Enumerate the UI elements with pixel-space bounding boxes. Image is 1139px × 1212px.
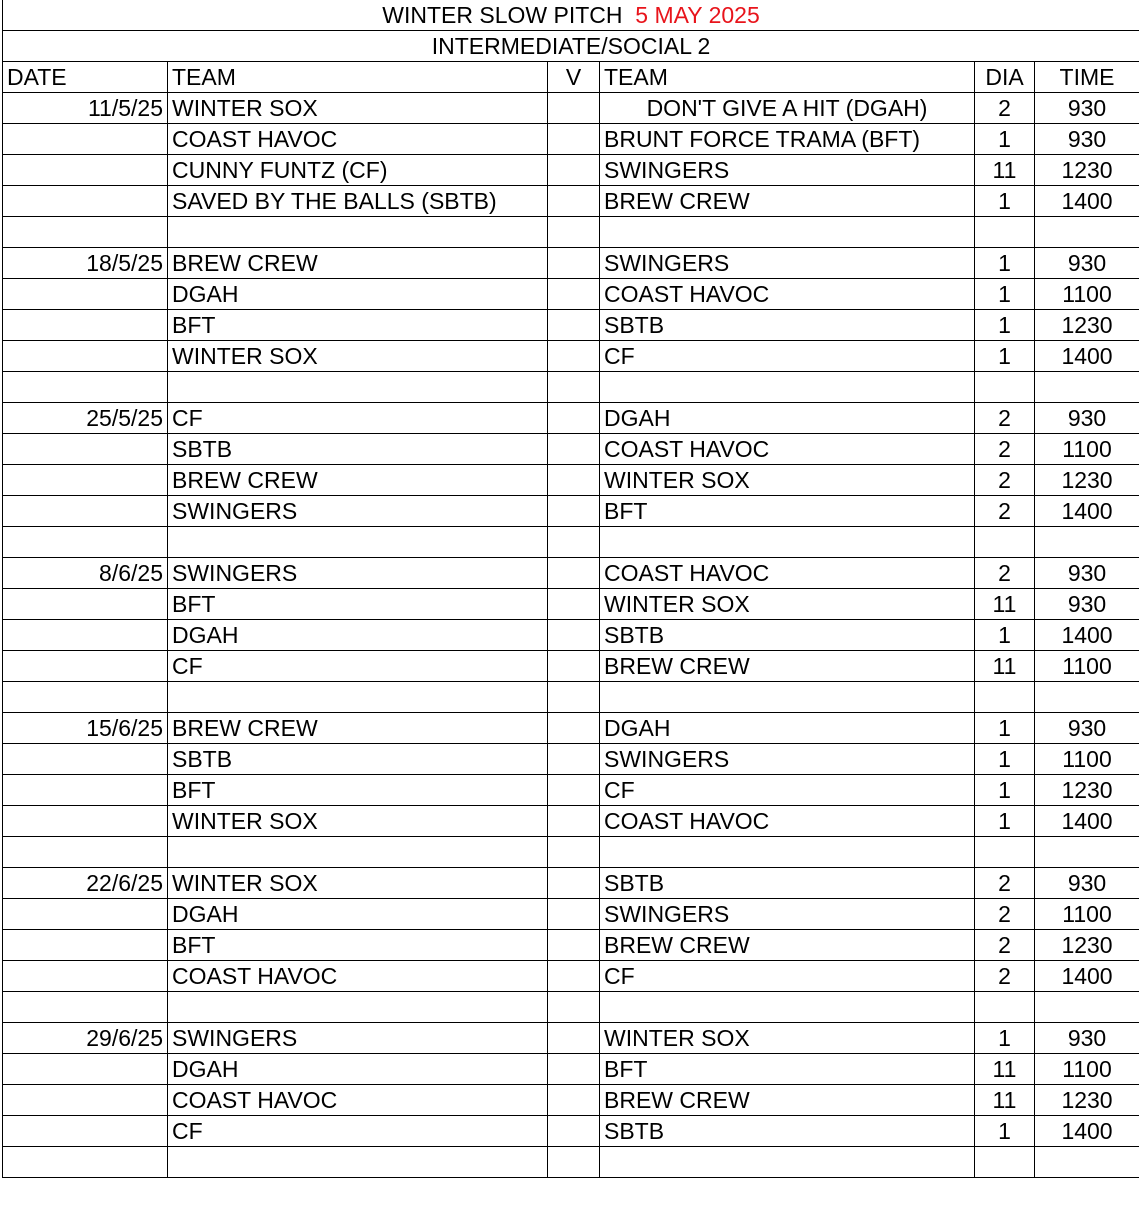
dia-cell: 1 [975,775,1035,806]
team2-cell: BFT [600,1054,975,1085]
team1-cell: BREW CREW [168,248,548,279]
date-cell [3,899,168,930]
dia-cell: 11 [975,589,1035,620]
team1-cell: SWINGERS [168,558,548,589]
team2-cell [600,372,975,403]
team1-cell: BFT [168,930,548,961]
team1-cell [168,217,548,248]
team1-cell: BFT [168,589,548,620]
team1-cell: SWINGERS [168,1023,548,1054]
date-cell [3,806,168,837]
time-cell: 1230 [1035,775,1139,806]
date-cell [3,837,168,868]
team1-cell: CF [168,651,548,682]
header-row [3,62,1139,93]
versus-cell [548,434,600,465]
versus-cell [548,558,600,589]
time-cell: 1230 [1035,930,1139,961]
versus-cell [548,775,600,806]
dia-cell: 11 [975,1054,1035,1085]
fixture-row [3,1054,1139,1085]
dia-cell [975,837,1035,868]
fixture-row [3,496,1139,527]
title-cell [3,0,1139,31]
team1-cell: BREW CREW [168,465,548,496]
time-cell: 1100 [1035,434,1139,465]
team2-cell: CF [600,775,975,806]
versus-cell [548,279,600,310]
team1-cell: BFT [168,310,548,341]
team2-cell: COAST HAVOC [600,806,975,837]
dia-cell: 2 [975,558,1035,589]
date-cell: 29/6/25 [3,1023,168,1054]
date-cell: 22/6/25 [3,868,168,899]
team1-cell: DGAH [168,279,548,310]
fixture-row [3,651,1139,682]
fixture-row [3,620,1139,651]
team1-cell [168,372,548,403]
time-cell [1035,372,1139,403]
team1-cell [168,837,548,868]
title-date: 5 MAY 2025 [635,2,760,28]
time-cell: 930 [1035,1023,1139,1054]
time-cell: 1230 [1035,465,1139,496]
dia-cell: 2 [975,93,1035,124]
team1-cell [168,1147,548,1178]
team2-cell: COAST HAVOC [600,434,975,465]
time-cell: 930 [1035,403,1139,434]
time-cell: 1100 [1035,279,1139,310]
fixture-row [3,930,1139,961]
date-cell [3,496,168,527]
dia-cell: 1 [975,279,1035,310]
team2-cell: SBTB [600,1116,975,1147]
fixture-row [3,1116,1139,1147]
versus-cell [548,1085,600,1116]
dia-cell: 2 [975,930,1035,961]
date-cell [3,992,168,1023]
date-cell [3,651,168,682]
team2-cell: WINTER SOX [600,1023,975,1054]
time-cell: 1100 [1035,899,1139,930]
fixture-row [3,341,1139,372]
date-cell: 15/6/25 [3,713,168,744]
date-cell [3,961,168,992]
fixture-row [3,806,1139,837]
team1-cell: WINTER SOX [168,93,548,124]
time-cell: 1400 [1035,496,1139,527]
fixture-row [3,961,1139,992]
date-cell [3,1085,168,1116]
header-team1: TEAM [168,62,548,93]
dia-cell: 2 [975,496,1035,527]
time-cell: 1100 [1035,1054,1139,1085]
team2-cell: WINTER SOX [600,465,975,496]
date-cell [3,434,168,465]
team2-cell: CF [600,961,975,992]
team1-cell: DGAH [168,1054,548,1085]
dia-cell: 2 [975,465,1035,496]
time-cell: 1400 [1035,1116,1139,1147]
header-date: DATE [3,62,168,93]
versus-cell [548,837,600,868]
team1-cell: BREW CREW [168,713,548,744]
versus-cell [548,186,600,217]
versus-cell [548,713,600,744]
versus-cell [548,372,600,403]
time-cell: 930 [1035,713,1139,744]
dia-cell: 1 [975,1023,1035,1054]
team1-cell: BFT [168,775,548,806]
dia-cell [975,372,1035,403]
team2-cell: CF [600,341,975,372]
fixture-row [3,899,1139,930]
dia-cell: 2 [975,868,1035,899]
fixture-row [3,248,1139,279]
dia-cell: 2 [975,899,1035,930]
team1-cell: COAST HAVOC [168,961,548,992]
spacer-row [3,682,1139,713]
versus-cell [548,496,600,527]
date-cell [3,682,168,713]
team2-cell [600,527,975,558]
dia-cell: 11 [975,651,1035,682]
dia-cell [975,527,1035,558]
dia-cell: 2 [975,961,1035,992]
fixture-row [3,868,1139,899]
team2-cell: BFT [600,496,975,527]
fixture-row [3,589,1139,620]
time-cell: 1400 [1035,961,1139,992]
dia-cell: 1 [975,713,1035,744]
versus-cell [548,93,600,124]
dia-cell: 2 [975,434,1035,465]
date-cell: 25/5/25 [3,403,168,434]
time-cell: 930 [1035,248,1139,279]
team2-cell [600,217,975,248]
team1-cell: SWINGERS [168,496,548,527]
fixture-row [3,124,1139,155]
team2-cell: DGAH [600,713,975,744]
versus-cell [548,217,600,248]
versus-cell [548,992,600,1023]
spacer-row [3,992,1139,1023]
dia-cell: 1 [975,124,1035,155]
team2-cell [600,1147,975,1178]
team1-cell: SAVED BY THE BALLS (SBTB) [168,186,548,217]
date-cell: 11/5/25 [3,93,168,124]
spacer-row [3,1147,1139,1178]
time-cell [1035,682,1139,713]
team2-cell: COAST HAVOC [600,279,975,310]
dia-cell: 11 [975,155,1035,186]
fixture-row [3,310,1139,341]
versus-cell [548,403,600,434]
time-cell [1035,217,1139,248]
fixture-row [3,403,1139,434]
dia-cell: 11 [975,1085,1035,1116]
time-cell: 1400 [1035,341,1139,372]
date-cell: 18/5/25 [3,248,168,279]
spacer-row [3,372,1139,403]
dia-cell: 1 [975,310,1035,341]
dia-cell [975,217,1035,248]
versus-cell [548,651,600,682]
versus-cell [548,465,600,496]
team2-cell: SBTB [600,310,975,341]
date-cell [3,465,168,496]
date-cell [3,1054,168,1085]
date-cell: 8/6/25 [3,558,168,589]
team2-cell: SWINGERS [600,248,975,279]
time-cell: 1230 [1035,1085,1139,1116]
subtitle-cell: INTERMEDIATE/SOCIAL 2 [3,31,1139,62]
versus-cell [548,682,600,713]
fixture-row [3,558,1139,589]
dia-cell [975,1147,1035,1178]
dia-cell: 1 [975,1116,1035,1147]
team1-cell: SBTB [168,434,548,465]
dia-cell: 1 [975,341,1035,372]
team1-cell: COAST HAVOC [168,1085,548,1116]
team2-cell: BREW CREW [600,930,975,961]
fixture-row [3,93,1139,124]
fixture-row [3,279,1139,310]
team2-cell: BREW CREW [600,186,975,217]
versus-cell [548,1054,600,1085]
team2-cell: SBTB [600,868,975,899]
subtitle-row [3,31,1139,62]
spacer-row [3,527,1139,558]
header-team2: TEAM [600,62,975,93]
team2-cell: BREW CREW [600,1085,975,1116]
time-cell: 1400 [1035,620,1139,651]
header-time: TIME [1035,62,1139,93]
team2-cell [600,837,975,868]
team1-cell [168,992,548,1023]
time-cell: 1230 [1035,310,1139,341]
team1-cell [168,682,548,713]
team2-cell: SBTB [600,620,975,651]
dia-cell: 1 [975,186,1035,217]
team1-cell [168,527,548,558]
time-cell: 1400 [1035,806,1139,837]
title-row [3,0,1139,31]
time-cell: 930 [1035,589,1139,620]
team2-cell [600,682,975,713]
team2-cell: BREW CREW [600,651,975,682]
versus-cell [548,310,600,341]
time-cell: 1100 [1035,744,1139,775]
date-cell [3,527,168,558]
team1-cell: WINTER SOX [168,806,548,837]
dia-cell [975,682,1035,713]
team1-cell: CUNNY FUNTZ (CF) [168,155,548,186]
versus-cell [548,961,600,992]
versus-cell [548,341,600,372]
time-cell: 930 [1035,868,1139,899]
team2-cell: BRUNT FORCE TRAMA (BFT) [600,124,975,155]
versus-cell [548,1023,600,1054]
team1-cell: COAST HAVOC [168,124,548,155]
versus-cell [548,124,600,155]
date-cell [3,1116,168,1147]
dia-cell: 1 [975,620,1035,651]
fixture-table [2,0,1139,1178]
team2-cell: WINTER SOX [600,589,975,620]
date-cell [3,279,168,310]
dia-cell: 2 [975,403,1035,434]
team1-cell: WINTER SOX [168,341,548,372]
title-text: WINTER SLOW PITCH [382,2,623,28]
date-cell [3,124,168,155]
fixture-row [3,155,1139,186]
date-cell [3,1147,168,1178]
header-v: V [548,62,600,93]
versus-cell [548,589,600,620]
header-dia: DIA [975,62,1035,93]
team2-cell [600,992,975,1023]
versus-cell [548,744,600,775]
date-cell [3,186,168,217]
time-cell: 1230 [1035,155,1139,186]
team2-cell: SWINGERS [600,155,975,186]
time-cell [1035,527,1139,558]
versus-cell [548,899,600,930]
time-cell: 930 [1035,558,1139,589]
date-cell [3,341,168,372]
time-cell [1035,992,1139,1023]
versus-cell [548,248,600,279]
versus-cell [548,1116,600,1147]
fixture-row [3,434,1139,465]
date-cell [3,620,168,651]
team1-cell: DGAH [168,620,548,651]
team2-cell: COAST HAVOC [600,558,975,589]
date-cell [3,930,168,961]
versus-cell [548,620,600,651]
spacer-row [3,217,1139,248]
team1-cell: CF [168,1116,548,1147]
dia-cell: 1 [975,806,1035,837]
time-cell: 930 [1035,124,1139,155]
time-cell [1035,837,1139,868]
versus-cell [548,806,600,837]
time-cell: 930 [1035,93,1139,124]
versus-cell [548,868,600,899]
date-cell [3,310,168,341]
team1-cell: WINTER SOX [168,868,548,899]
versus-cell [548,155,600,186]
fixture-row [3,713,1139,744]
spacer-row [3,837,1139,868]
versus-cell [548,930,600,961]
time-cell: 1400 [1035,186,1139,217]
team1-cell: DGAH [168,899,548,930]
date-cell [3,155,168,186]
fixture-row [3,1023,1139,1054]
date-cell [3,217,168,248]
time-cell [1035,1147,1139,1178]
dia-cell: 1 [975,744,1035,775]
date-cell [3,744,168,775]
fixture-row [3,775,1139,806]
time-cell: 1100 [1035,651,1139,682]
date-cell [3,372,168,403]
versus-cell [548,1147,600,1178]
dia-cell [975,992,1035,1023]
team2-cell: SWINGERS [600,899,975,930]
team2-cell: DGAH [600,403,975,434]
fixture-row [3,186,1139,217]
date-cell [3,775,168,806]
team1-cell: SBTB [168,744,548,775]
versus-cell [548,527,600,558]
fixture-row [3,1085,1139,1116]
team2-cell: SWINGERS [600,744,975,775]
team2-cell: DON'T GIVE A HIT (DGAH) [600,93,975,124]
date-cell [3,589,168,620]
fixture-row [3,744,1139,775]
team1-cell: CF [168,403,548,434]
fixture-row [3,465,1139,496]
dia-cell: 1 [975,248,1035,279]
